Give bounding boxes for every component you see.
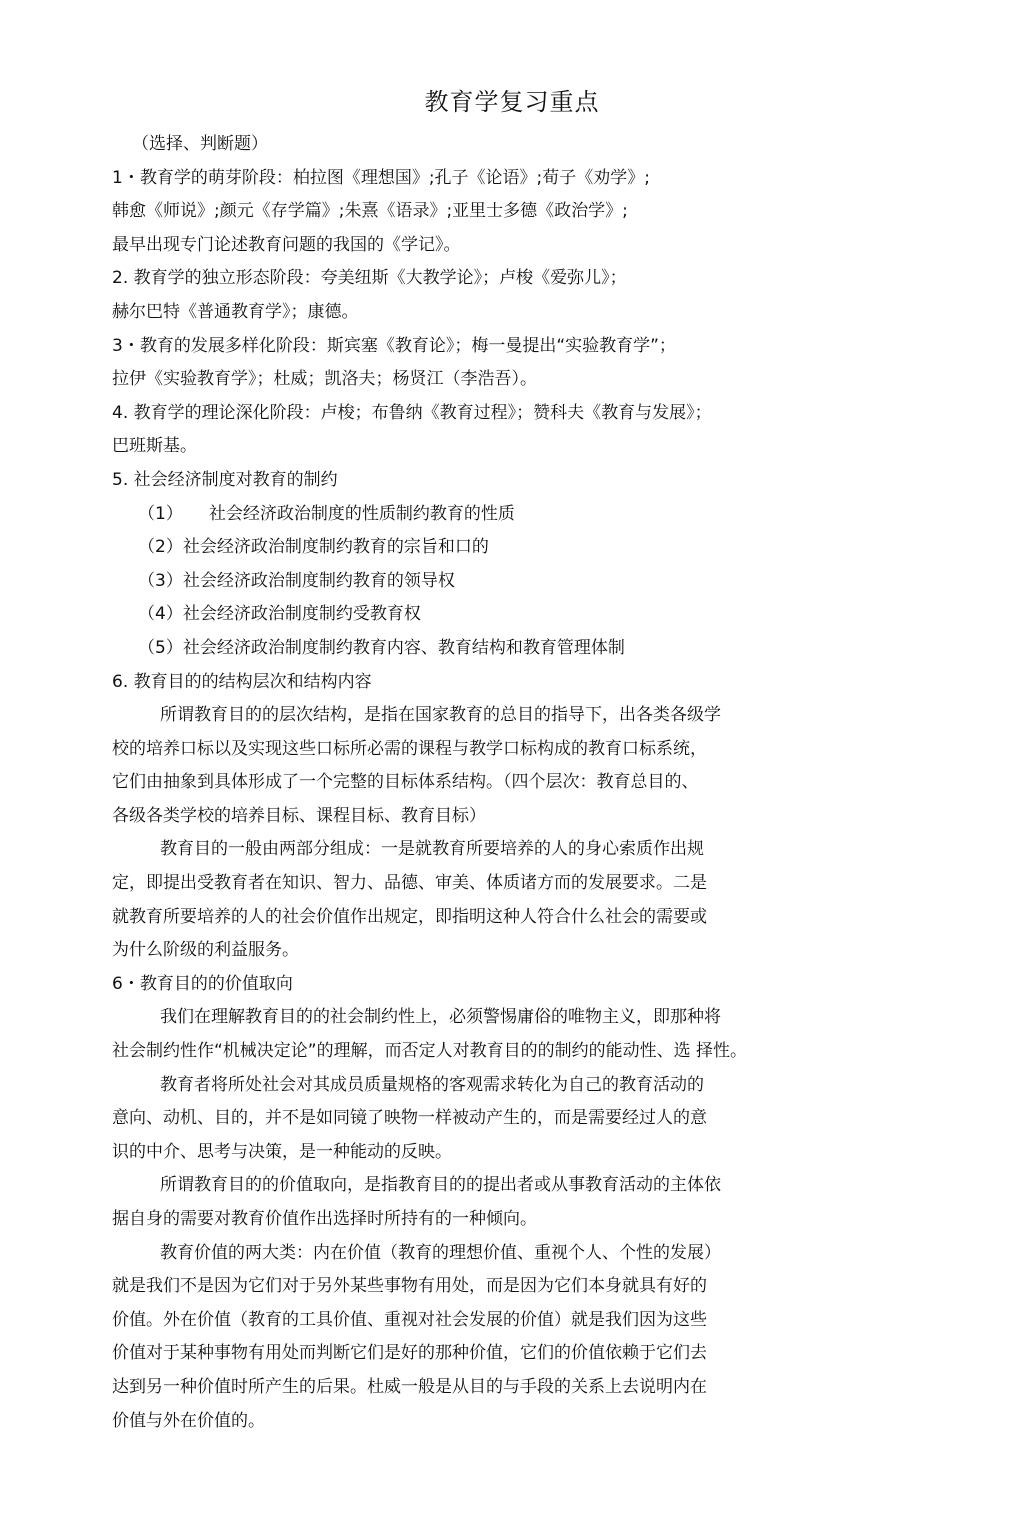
text-line: 我们在理解教育目的的社会制约性上，必须警惕庸俗的唯物主义，即那种将 — [160, 1007, 721, 1028]
text-line: 赫尔巴特《普通教育学》；康德。 — [112, 301, 359, 322]
text-line: 4. 教育学的理论深化阶段：卢梭；布鲁纳《教育过程》；赞科夫《教育与发展》； — [112, 402, 712, 423]
question-type-note: （选择、判断题） — [132, 134, 268, 154]
text-line: 韩愈《师说》;颜元《存学篇》;朱熹《语录》;亚里士多德《政治学》; — [112, 201, 628, 222]
text-line: 所谓教育目的的层次结构，是指在国家教育的总目的指导下，出各类各级学 — [160, 705, 721, 726]
page-title: 教育学复习重点 — [424, 88, 600, 116]
text-line: 2. 教育学的独立形态阶段：夸美纽斯《大教学论》；卢梭《爱弥儿》； — [112, 268, 627, 289]
list-item: （4）社会经济政治制度制约受教育权 — [138, 604, 421, 625]
text-line: 巴班斯基。 — [112, 436, 197, 457]
text-line: 价值对于某种事物有用处而判断它们是好的那种价值，它们的价值依赖于它们去 — [112, 1343, 707, 1364]
list-item-text: 社会经济政治制度的性质制约教育的性质 — [208, 503, 515, 524]
text-line: 达到另一种价值时所产生的后果。杜威一般是从目的与手段的关系上去说明内在 — [112, 1376, 707, 1397]
text-line: 价值。外在价值（教育的工具价值、重视对社会发展的价值）就是我们因为这些 — [112, 1309, 707, 1330]
text-line: 就教育所要培养的人的社会价值作出规定，即指明这种人符合什么社会的需要或 — [112, 906, 707, 927]
text-line: 最早出现专门论述教育问题的我国的《学记》。 — [112, 234, 461, 255]
text-line: 校的培养口标以及实现这些口标所必需的课程与教学口标构成的教育口标系统， — [112, 738, 707, 759]
text-line: 社会制约性作“机械决定论”的理解，而否定人对教育目的的制约的能动性、选 择性。 — [112, 1041, 748, 1062]
text-line: 教育目的一般由两部分组成：一是就教育所要培养的人的身心索质作出规 — [160, 839, 704, 860]
text-line: 教育者将所处社会对其成员质量规格的客观需求转化为自己的教育活动的 — [160, 1074, 704, 1095]
section-heading: 6・教育目的的价值取向 — [112, 973, 293, 994]
text-line: 定，即提出受教育者在知识、智力、品德、审美、体质诸方而的发展要求。二是 — [112, 873, 707, 894]
text-line: 价值与外在价值的。 — [112, 1410, 265, 1431]
text-line: 识的中介、思考与决策，是一种能动的反映。 — [112, 1141, 452, 1162]
text-line: 为什么阶级的利益服务。 — [112, 940, 299, 961]
section-heading: 6. 教育目的的结构层次和结构内容 — [112, 671, 372, 692]
text-line: 它们由抽象到具体形成了一个完整的目标体系结构。（四个层次：教育总目的、 — [112, 772, 699, 793]
text-line: 就是我们不是因为它们对于另外某些事物有用处，而是因为它们本身就具有好的 — [112, 1276, 707, 1297]
list-item — [112, 498, 912, 532]
text-line: 各级各类学校的培养目标、课程目标、教育目标） — [112, 805, 486, 826]
list-item: （5）社会经济政治制度制约教育内容、教育结构和教育管理体制 — [138, 637, 625, 658]
list-item: （2）社会经济政治制度制约教育的宗旨和口的 — [138, 537, 489, 558]
text-line: 教育价值的两大类：内在价值（教育的理想价值、重视个人、个性的发展） — [160, 1242, 721, 1263]
text-line: 3・教育的发展多样化阶段：斯宾塞《教育论》；梅一曼提出“实验教育学”； — [112, 335, 676, 356]
list-item: （3）社会经济政治制度制约教育的领导权 — [138, 570, 455, 591]
text-line: 意向、动机、目的，并不是如同镜了映物一样被动产生的，而是需要经过人的意 — [112, 1108, 707, 1129]
document-body — [112, 128, 912, 1438]
text-line: 1・教育学的萌芽阶段：柏拉图《理想国》;孔子《论语》;荀子《劝学》; — [112, 167, 650, 188]
text-line: 拉伊《实验教育学》；杜威；凯洛夫；杨贤江（李浩吾）。 — [112, 369, 537, 390]
text-line: 据自身的需要对教育价值作出选择时所持有的一种倾向。 — [112, 1209, 537, 1229]
list-item-number: （1） — [138, 503, 183, 524]
text-line: 所谓教育目的的价值取向，是指教育目的的提出者或从事教育活动的主体依 — [160, 1175, 721, 1196]
section-heading: 5. 社会经济制度对教育的制约 — [112, 469, 338, 490]
